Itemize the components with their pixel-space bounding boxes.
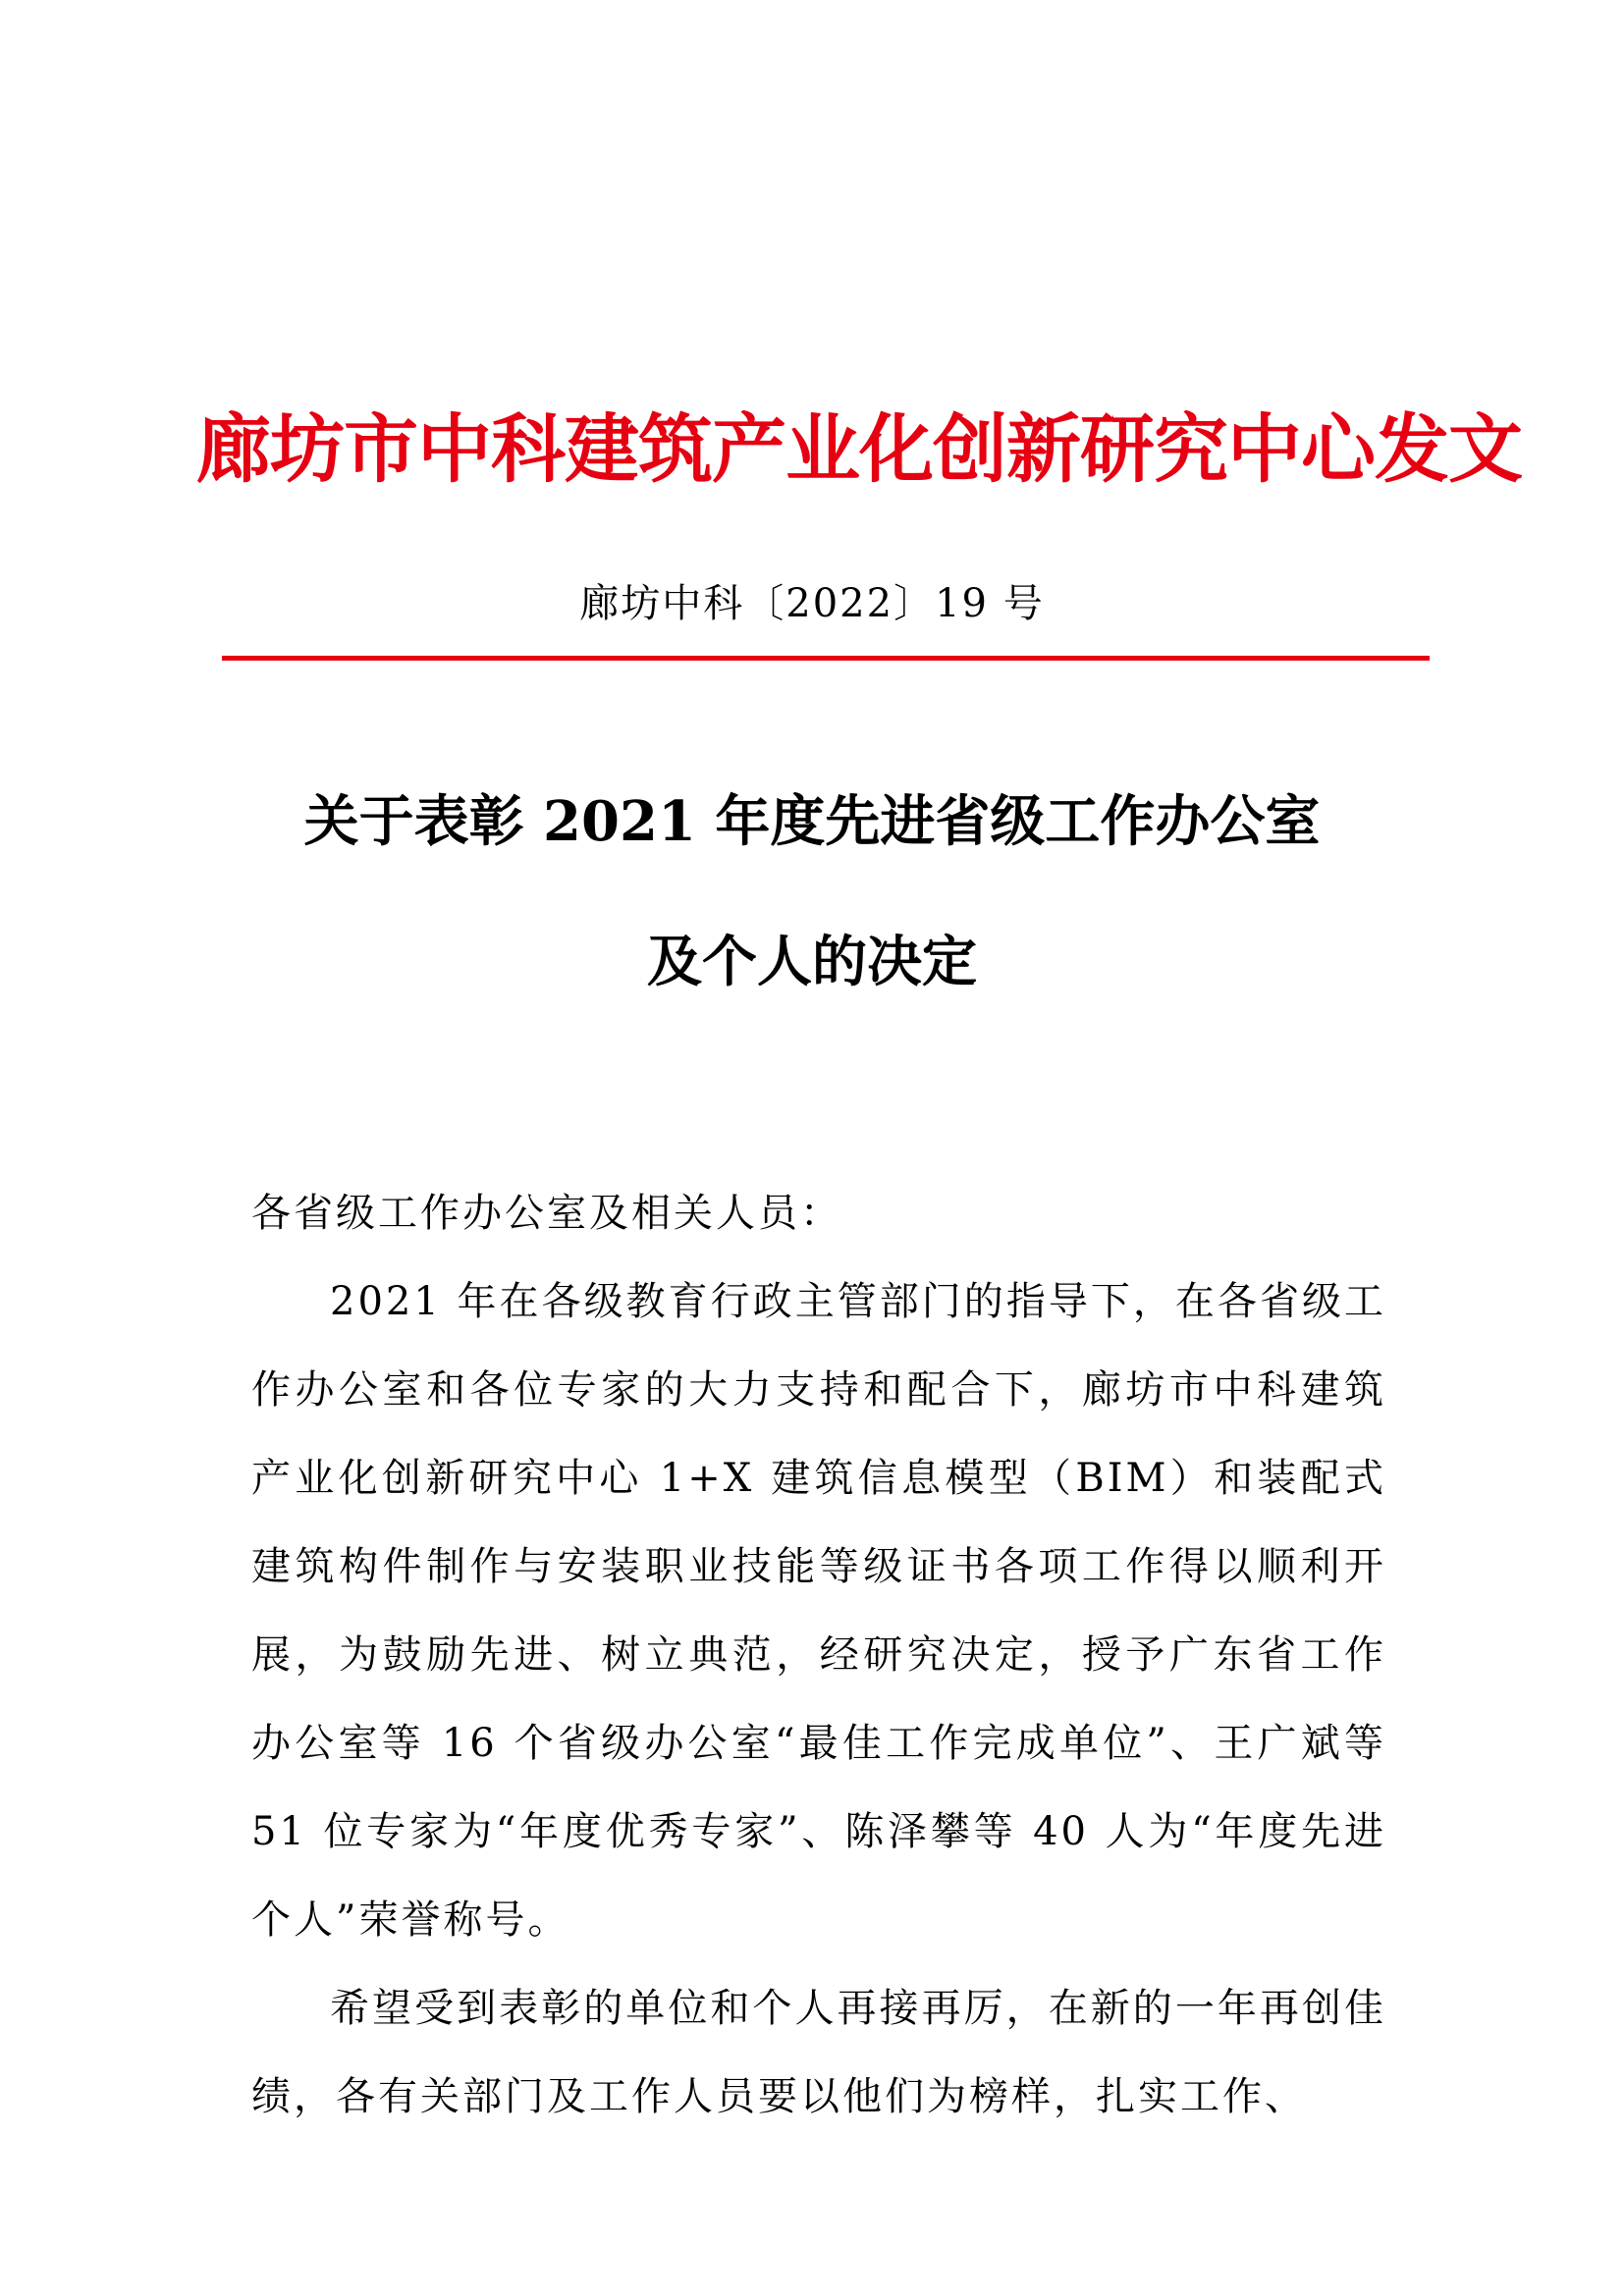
document-title-line-2: 及个人的决定 [647, 930, 977, 994]
document-number: 廊坊中科〔2022〕19 号 [579, 581, 1045, 626]
salutation: 各省级工作办公室及相关人员： [251, 1191, 842, 1236]
red-divider-line [222, 656, 1430, 661]
body-paragraph-2: 希望受到表彰的单位和个人再接再厉，在新的一年再创佳绩，各有关部门及工作人员要以他们为榜样，扎实工作、 [251, 1986, 1386, 2119]
issuer-heading: 廊坊市中科建筑产业化创新研究中心发文 [196, 405, 1522, 493]
body-paragraph-1: 2021 年在各级教育行政主管部门的指导下，在各省级工作办公室和各位专家的大力支持和配合下，廊坊市中科建筑产业化创新研究中心 1+X 建筑信息模型（BIM）和装配式建筑构件制作与安装职业技能等级证书各项工作得以顺利开展，为鼓励先进、树立典范，经研究决定，授予广东省工作办公室等 16 个省级办公室“最佳工作完成单位”、王广斌等 51 位专家为“年度优秀专家”、陈泽攀等 40 人为“年度先进个人”荣誉称号。 [251, 1279, 1386, 1943]
document-body [251, 1169, 1386, 2141]
document-title-line-1: 关于表彰 2021 年度先进省级工作办公室 [303, 789, 1321, 854]
